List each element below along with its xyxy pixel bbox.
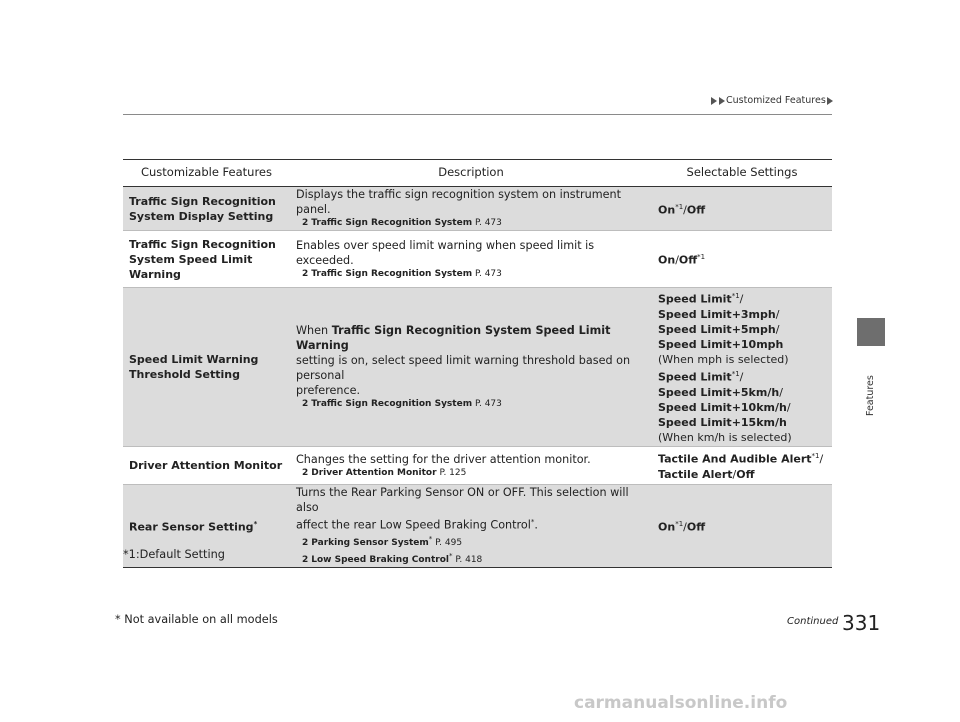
feature-name: [123, 187, 290, 231]
setting-note: (When km/h is selected): [658, 430, 792, 444]
description-text: [296, 323, 646, 353]
description-fragment: .: [534, 518, 538, 532]
setting-option: Speed Limit+10km/h: [658, 400, 787, 414]
breadcrumb: [710, 95, 834, 106]
feature-description: [290, 231, 652, 288]
column-header-description: Description: [290, 160, 652, 187]
setting-line: [658, 289, 826, 307]
feature-description: [290, 288, 652, 447]
feature-name-line: Traffic Sign Recognition: [129, 194, 276, 208]
reference-page: P. 473: [474, 218, 502, 228]
selectable-settings: [652, 288, 832, 447]
feature-name-line: Warning: [129, 267, 181, 281]
cross-reference[interactable]: [296, 533, 646, 550]
setting-option: Speed Limit+5mph: [658, 323, 776, 336]
availability-marker: *: [530, 518, 535, 526]
description-emphasis: Traffic Sign Recognition System Speed Limit Warning: [296, 324, 611, 352]
section-tab: [857, 318, 885, 346]
feature-name: [123, 288, 290, 447]
setting-line: [658, 337, 826, 352]
setting-option: On: [658, 520, 676, 534]
description-text: Changes the setting for the driver attention monitor.: [296, 452, 591, 466]
selectable-settings: [652, 447, 832, 485]
setting-option: Off: [678, 253, 698, 267]
setting-line: [658, 322, 826, 337]
cross-reference[interactable]: [296, 467, 646, 480]
section-label: [865, 356, 877, 416]
setting-option: Speed Limit: [658, 293, 732, 306]
separator: /: [775, 308, 780, 321]
setting-option: Off: [686, 203, 706, 217]
reference-arrow-icon: 2: [302, 399, 309, 409]
description-text: Turns the Rear Parking Sensor ON or OFF. This selection will also: [296, 486, 629, 514]
separator: /: [675, 253, 679, 267]
customizable-features-table: [123, 159, 832, 568]
feature-name-line: System Speed Limit: [129, 252, 253, 266]
setting-line: [658, 467, 826, 482]
reference-page: P. 125: [439, 467, 467, 478]
table-row: [123, 288, 832, 447]
setting-line: [658, 415, 826, 430]
separator: /: [779, 385, 783, 399]
reference-arrow-icon: 2: [302, 268, 309, 279]
feature-description: [290, 187, 652, 231]
feature-name: [123, 447, 290, 485]
feature-description: [290, 447, 652, 485]
reference-page: P. 473: [474, 399, 502, 409]
separator: /: [683, 520, 687, 534]
selectable-settings: [652, 231, 832, 288]
arrow-icon: [711, 97, 717, 105]
feature-name-line: Speed Limit Warning: [129, 353, 259, 366]
cross-reference[interactable]: [296, 550, 646, 567]
breadcrumb-label: Customized Features: [726, 95, 826, 106]
feature-name-line: Traffic Sign Recognition: [129, 237, 276, 251]
column-header-settings: Selectable Settings: [652, 160, 832, 187]
section-label-text: Features: [865, 375, 876, 416]
setting-option: Speed Limit+3mph: [658, 308, 776, 321]
arrow-icon: [827, 97, 833, 105]
separator: /: [683, 203, 687, 217]
default-setting-footnote: *1:Default Setting: [123, 548, 225, 561]
separator: /: [739, 370, 744, 384]
setting-option: Speed Limit+15km/h: [658, 415, 787, 429]
feature-description: [290, 485, 652, 568]
setting-line: [658, 400, 826, 415]
setting-option: Tactile Alert: [658, 467, 733, 481]
availability-marker: *: [448, 551, 453, 560]
arrow-icon: [719, 97, 725, 105]
default-marker: *1: [731, 370, 740, 378]
separator: /: [819, 452, 824, 466]
default-marker: *1: [731, 292, 740, 301]
description-prefix: When: [296, 324, 332, 337]
cross-reference[interactable]: [296, 217, 646, 230]
cross-reference[interactable]: [296, 398, 646, 411]
feature-name-line: [129, 517, 284, 535]
feature-name: [123, 231, 290, 288]
table-header-row: [123, 160, 832, 187]
header-rule: [123, 114, 832, 115]
default-marker: *1: [697, 253, 706, 262]
setting-line: [658, 307, 826, 322]
availability-marker: *: [428, 534, 433, 543]
description-text: Displays the traffic sign recognition system on instrument panel.: [296, 188, 621, 216]
setting-option: On: [658, 253, 676, 267]
description-text: Enables over speed limit warning when speed limit is exceeded.: [296, 238, 595, 267]
selectable-settings: [652, 485, 832, 568]
feature-name-line: System Display Setting: [129, 209, 274, 223]
setting-line: [658, 449, 826, 467]
reference-page: P. 495: [435, 537, 463, 548]
default-marker: *1: [811, 452, 820, 461]
reference-title: Low Speed Braking Control: [311, 554, 449, 565]
description-text: [296, 515, 646, 533]
setting-line: [658, 385, 826, 400]
availability-marker: *: [253, 520, 258, 529]
table-row: [123, 231, 832, 288]
feature-name-text: Rear Sensor Setting: [129, 520, 254, 534]
reference-arrow-icon: 2: [302, 537, 309, 548]
setting-option: On: [658, 203, 676, 217]
setting-option: Speed Limit: [658, 370, 732, 384]
feature-name-line: Driver Attention Monitor: [129, 459, 283, 472]
reference-title: Driver Attention Monitor: [311, 467, 437, 478]
reference-arrow-icon: 2: [302, 218, 309, 228]
description-text: setting is on, select speed limit warning threshold based on personal: [296, 354, 631, 382]
separator: /: [732, 467, 737, 481]
reference-title: Traffic Sign Recognition System: [311, 218, 473, 228]
table-row: [123, 485, 832, 568]
setting-option: Speed Limit+5km/h: [658, 385, 780, 399]
reference-title: Traffic Sign Recognition System: [311, 268, 473, 279]
setting-line: [658, 367, 826, 385]
description-fragment: affect the rear Low Speed Braking Control: [296, 518, 531, 532]
description-text: preference.: [296, 384, 361, 397]
setting-option: Speed Limit+10mph: [658, 338, 784, 351]
page-number: 331: [842, 611, 881, 635]
reference-arrow-icon: 2: [302, 554, 309, 565]
setting-option: Tactile And Audible Alert: [658, 452, 812, 466]
separator: /: [739, 293, 744, 306]
availability-note: * Not available on all models: [115, 613, 278, 626]
continued-label: Continued: [787, 616, 839, 627]
column-header-features: Customizable Features: [123, 160, 290, 187]
feature-name-line: Threshold Setting: [129, 368, 241, 381]
separator: /: [786, 400, 791, 414]
reference-arrow-icon: 2: [302, 467, 309, 478]
setting-note: (When mph is selected): [658, 353, 789, 366]
reference-page: P. 473: [474, 268, 502, 279]
setting-option: Off: [736, 467, 755, 481]
table-row: [123, 447, 832, 485]
separator: /: [775, 323, 780, 336]
reference-title: Traffic Sign Recognition System: [311, 399, 473, 409]
setting-option: Off: [686, 520, 706, 534]
reference-page: P. 418: [455, 554, 483, 565]
default-marker: *1: [675, 520, 684, 529]
default-marker: *1: [675, 202, 684, 211]
watermark: carmanualsonline.info: [574, 693, 788, 713]
cross-reference[interactable]: [296, 268, 646, 281]
selectable-settings: [652, 187, 832, 231]
reference-title: Parking Sensor System: [311, 537, 429, 548]
table-row: [123, 187, 832, 231]
